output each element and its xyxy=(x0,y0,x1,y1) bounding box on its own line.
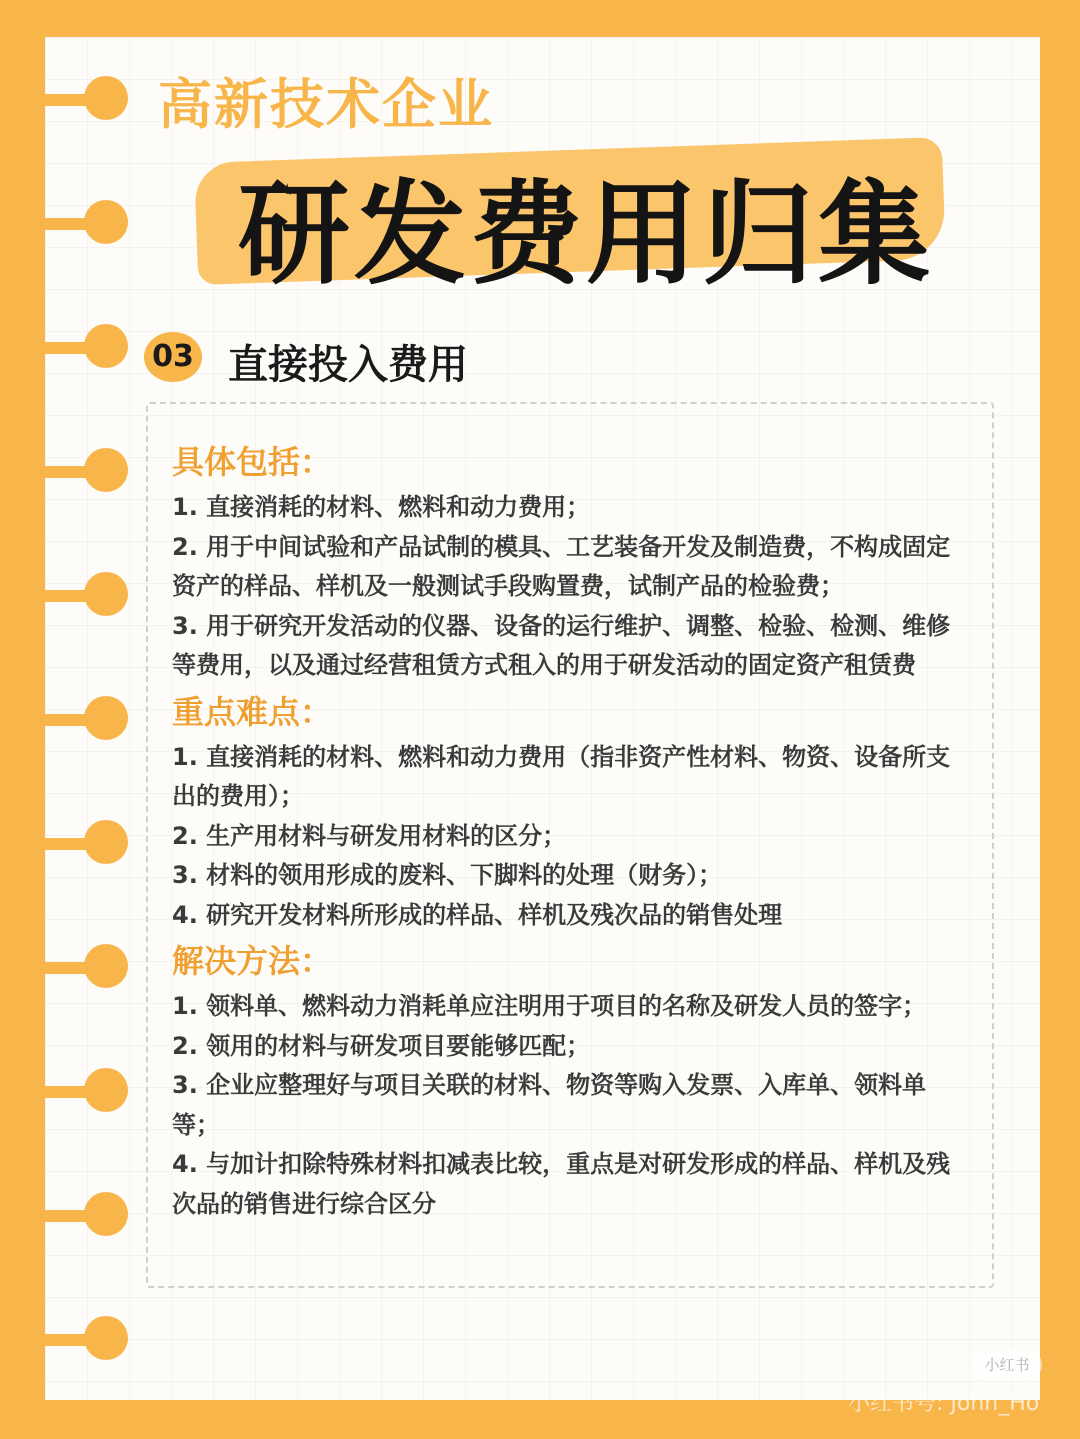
block-heading: 解决方法： xyxy=(172,942,333,980)
binder-ring xyxy=(44,1316,118,1366)
content-body xyxy=(172,436,972,1224)
block-heading: 具体包括： xyxy=(172,443,333,481)
block-key-difficulties xyxy=(172,686,972,936)
list-item: 4. 与加计扣除特殊材料扣减表比较，重点是对研发形成的样品、样机及残次品的销售进行综合区分 xyxy=(172,1150,951,1218)
watermark-logo: 小红书 xyxy=(972,1350,1042,1380)
list-item: 3. 材料的领用形成的废料、下脚料的处理（财务）； xyxy=(172,861,723,889)
list-item: 2. 用于中间试验和产品试制的模具、工艺装备开发及制造费，不构成固定资产的样品、样机及一般测试手段购置费，试制产品的检验费； xyxy=(172,532,951,600)
list-item: 1. 领料单、燃料动力消耗单应注明用于项目的名称及研发人员的签字； xyxy=(172,992,927,1020)
block-included xyxy=(172,436,972,686)
binder-ring xyxy=(44,696,118,746)
binder-ring xyxy=(44,572,118,622)
binder-ring xyxy=(44,1192,118,1242)
list-item: 3. 企业应整理好与项目关联的材料、物资等购入发票、入库单、领料单等； xyxy=(172,1071,927,1139)
binder-ring xyxy=(44,324,118,374)
binder-ring xyxy=(44,1068,118,1118)
section-title: 直接投入费用 xyxy=(228,342,468,388)
list-item: 4. 研究开发材料所形成的样品、样机及残次品的销售处理 xyxy=(172,900,783,929)
list-item: 1. 直接消耗的材料、燃料和动力费用（指非资产性材料、物资、设备所支出的费用）； xyxy=(172,742,951,810)
list-item: 2. 领用的材料与研发项目要能够匹配； xyxy=(172,1031,591,1060)
binder-ring xyxy=(44,76,118,126)
binder-ring xyxy=(44,448,118,498)
binder-ring xyxy=(44,200,118,250)
block-heading: 重点难点： xyxy=(172,692,333,731)
watermark-id: 小红书号: John_Ho xyxy=(848,1391,1040,1416)
page-subtitle: 高新技术企业 xyxy=(158,73,494,136)
section-number-badge: 03 xyxy=(144,332,202,382)
block-solutions xyxy=(172,935,972,1224)
page-title: 研发费用归集 xyxy=(238,170,934,300)
list-item: 2. 生产用材料与研发用材料的区分； xyxy=(172,821,567,850)
list-item: 3. 用于研究开发活动的仪器、设备的运行维护、调整、检验、检测、维修等费用，以及通过经营租赁方式租入的用于研发活动的固定资产租赁费 xyxy=(172,611,951,679)
binder-ring xyxy=(44,944,118,994)
binder-ring xyxy=(44,820,118,870)
list-item: 1. 直接消耗的材料、燃料和动力费用； xyxy=(172,493,591,521)
